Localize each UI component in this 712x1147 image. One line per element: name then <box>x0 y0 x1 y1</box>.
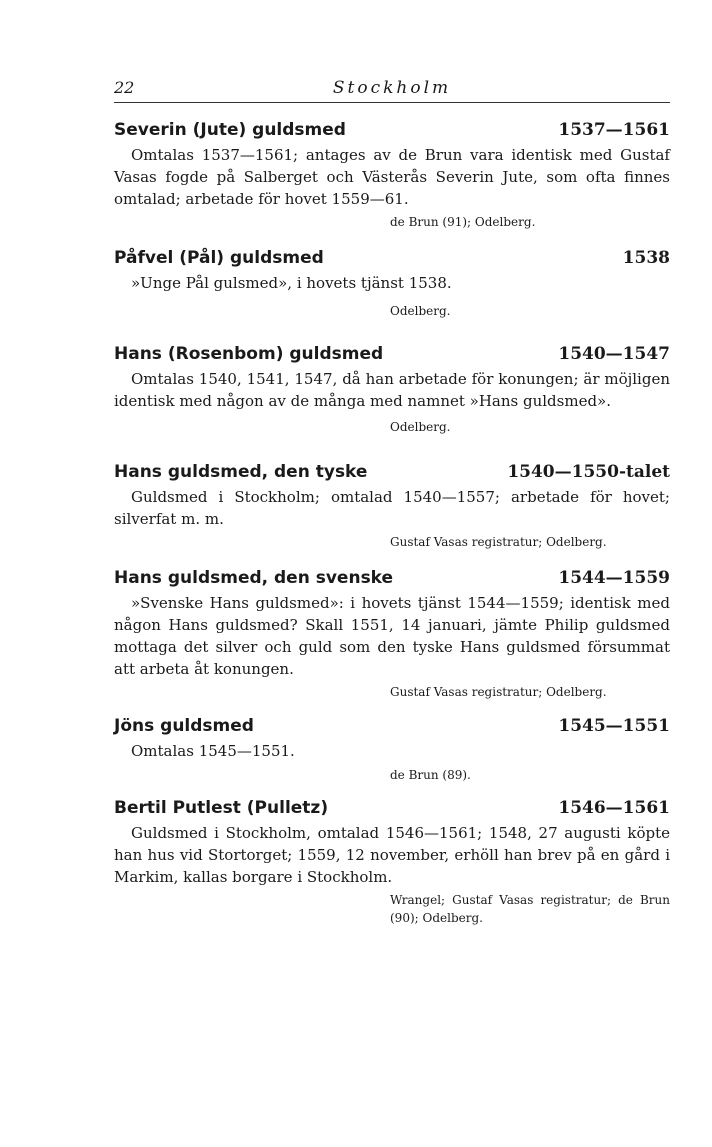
entry-source: Odelberg. <box>390 420 451 434</box>
entry-source: Gustaf Vasas registratur; Odelberg. <box>390 685 607 699</box>
entry-text: »Svenske Hans guldsmed»: i hovets tjänst 1544—1559; identisk med någon Hans guldsmed? Skall 1551, 14 januari, jämte Philip guldsmed mottaga det silver och guld som den tyske Hans guldsmed försummat att arbeta åt konungen. <box>114 594 670 678</box>
entry-heading <box>114 460 670 486</box>
entry-source: Gustaf Vasas registratur; Odelberg. <box>390 535 607 549</box>
entry <box>114 714 670 784</box>
entry-text: »Unge Pål gulsmed», i hovets tjänst 1538. <box>131 274 452 292</box>
entry-text: Omtalas 1540, 1541, 1547, då han arbetade för konungen; är möjligen identisk med någon av de många med namnet »Hans guldsmed». <box>114 370 670 410</box>
entry <box>114 118 670 231</box>
entry-name: Bertil Putlest (Pulletz) <box>114 798 329 818</box>
entry-years: 1545—1551 <box>558 716 670 736</box>
entry-text: Omtalas 1545—1551. <box>131 742 295 760</box>
entry-years: 1540—1547 <box>558 344 670 364</box>
entry-text: Omtalas 1537—1561; antages av de Brun vara identisk med Gustaf Vasas fogde på Salberget och Västerås Severin Jute, som ofta finnes omtalad; arbetade för hovet 1559—61. <box>114 146 670 208</box>
running-head <box>114 78 670 100</box>
entry-heading <box>114 566 670 592</box>
entry-name: Hans guldsmed, den svenske <box>114 568 394 588</box>
entry-years: 1546—1561 <box>558 798 670 818</box>
entry-name: Jöns guldsmed <box>114 716 254 736</box>
entry <box>114 566 670 701</box>
header-rule <box>114 102 670 103</box>
entry-text: Guldsmed i Stockholm; omtalad 1540—1557; arbetade för hovet; silverfat m. m. <box>114 488 670 528</box>
entry-years: 1540—1550-talet <box>507 462 670 482</box>
entry-source: Wrangel; Gustaf Vasas registratur; de Brun (90); Odelberg. <box>390 893 670 925</box>
entry-name: Severin (Jute) guldsmed <box>114 120 346 140</box>
running-title: Stockholm <box>332 78 452 98</box>
entry-heading <box>114 342 670 368</box>
entry-years: 1544—1559 <box>558 568 670 588</box>
entry-source: Odelberg. <box>390 304 451 318</box>
entry <box>114 796 670 927</box>
page-number: 22 <box>114 78 135 97</box>
entry-text: Guldsmed i Stockholm, omtalad 1546—1561; 1548, 27 augusti köpte han hus vid Stortorget; 1559, 12 november, erhöll han brev på en gård i Markim, kallas borgare i Stockholm. <box>114 824 670 886</box>
entry-heading <box>114 714 670 740</box>
entry <box>114 342 670 436</box>
entry <box>114 246 670 320</box>
entry <box>114 460 670 551</box>
entry-heading <box>114 796 670 822</box>
entry-heading <box>114 118 670 144</box>
entry-years: 1538 <box>622 248 670 268</box>
entry-heading <box>114 246 670 272</box>
entry-name: Hans guldsmed, den tyske <box>114 462 368 482</box>
entry-source: de Brun (89). <box>390 768 471 782</box>
entry-source: de Brun (91); Odelberg. <box>390 215 536 229</box>
entry-years: 1537—1561 <box>558 120 670 140</box>
entry-name: Hans (Rosenbom) guldsmed <box>114 344 384 364</box>
entry-name: Påfvel (Pål) guldsmed <box>114 248 324 268</box>
